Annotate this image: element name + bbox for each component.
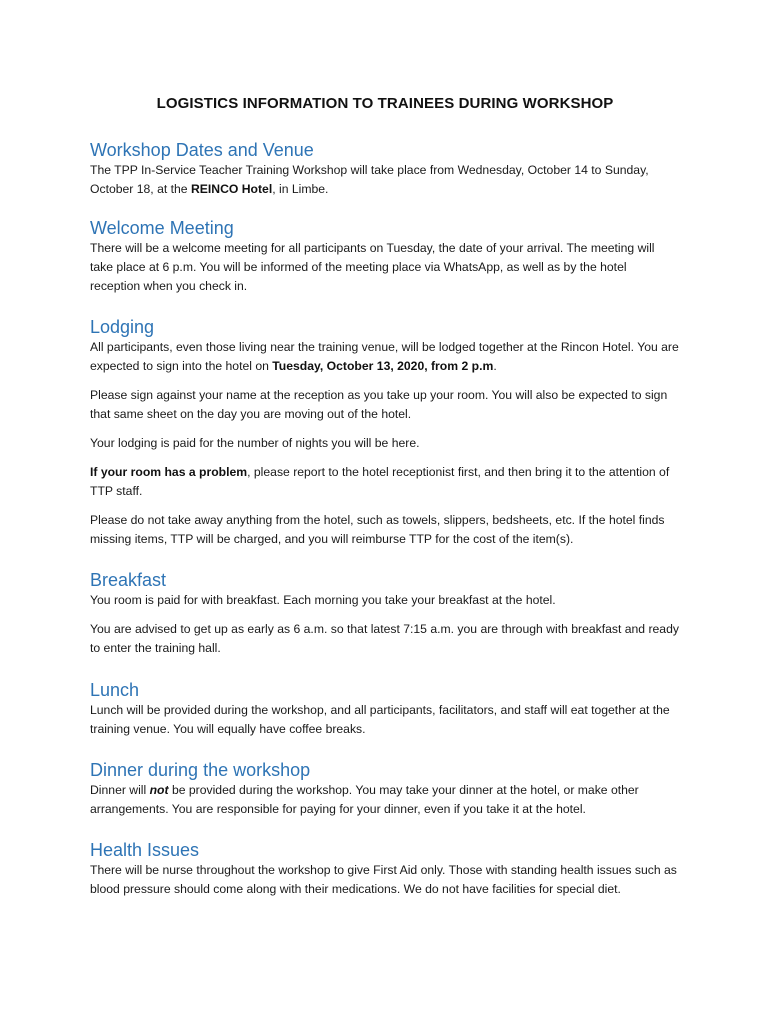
paragraph: Your lodging is paid for the number of nights you will be here.	[90, 436, 420, 450]
section-welcome-meeting	[90, 217, 680, 296]
section-heading: Breakfast	[90, 570, 167, 590]
section-health-issues	[90, 839, 680, 899]
section-dinner	[90, 759, 680, 819]
paragraph: You are advised to get up as early as 6 a.m. so that latest 7:15 a.m. you are through with breakfast and ready to enter the training hall.	[90, 622, 679, 655]
paragraph-bold-text: REINCO Hotel	[190, 182, 273, 196]
section-workshop-dates	[90, 139, 680, 199]
paragraph: Lunch will be provided during the workshop, and all participants, facilitators, and staff will eat together at the training venue. You will equally have coffee breaks.	[90, 703, 670, 736]
section-breakfast	[90, 569, 680, 658]
paragraph-bold-text: Tuesday, October 13, 2020, from 2 p.m	[272, 359, 494, 373]
paragraph	[90, 338, 680, 376]
paragraph: Please sign against your name at the reception as you take up your room. You will also be expected to sign that same sheet on the day you are moving out of the hotel.	[90, 388, 668, 421]
section-heading: Dinner during the workshop	[90, 760, 311, 780]
paragraph	[90, 463, 680, 501]
paragraph-text: , in Limbe.	[272, 182, 329, 196]
paragraph-text: Dinner will	[90, 783, 150, 797]
paragraph-text: be provided during the workshop. You may take your dinner at the hotel, or make other arrangements. You are responsible for paying for your dinner, even if you take it at the hotel.	[90, 783, 639, 816]
section-heading: Welcome Meeting	[90, 218, 234, 238]
paragraph-text: The TPP In-Service Teacher Training Workshop will take place from Wednesday, October 14 to Sunday, October 18, at the	[90, 163, 649, 196]
section-heading: Health Issues	[90, 840, 200, 860]
paragraph: There will be a welcome meeting for all participants on Tuesday, the date of your arrival. The meeting will take place at 6 p.m. You will be informed of the meeting place via WhatsApp, as well as by the hotel reception when you check in.	[90, 241, 655, 293]
section-heading: Lodging	[90, 317, 155, 337]
paragraph-text: .	[493, 359, 497, 373]
paragraph: There will be nurse throughout the workshop to give First Aid only. Those with standing health issues such as blood pressure should come along with their medications. We do not have facilities for special diet.	[90, 863, 677, 896]
paragraph-text: All participants, even those living near the training venue, will be lodged together at the Rincon Hotel. You are expected to sign into the hotel on	[90, 340, 679, 373]
paragraph	[90, 781, 680, 819]
section-heading: Workshop Dates and Venue	[90, 140, 314, 160]
document-title: LOGISTICS INFORMATION TO TRAINEES DURING WORKSHOP	[156, 95, 614, 112]
paragraph	[90, 161, 680, 199]
paragraph: Please do not take away anything from the hotel, such as towels, slippers, bedsheets, etc. If the hotel finds missing items, TTP will be charged, and you will reimburse TTP for the cost of the item(s).	[90, 513, 665, 546]
paragraph: You room is paid for with breakfast. Each morning you take your breakfast at the hotel.	[90, 593, 556, 607]
section-lunch	[90, 679, 680, 739]
paragraph-text: , please report to the hotel receptionist first, and then bring it to the attention of TTP staff.	[90, 465, 670, 498]
paragraph-emphasis-text: not	[149, 783, 169, 797]
section-heading: Lunch	[90, 680, 140, 700]
section-lodging	[90, 316, 680, 549]
paragraph-bold-text: If your room has a problem	[90, 465, 248, 479]
